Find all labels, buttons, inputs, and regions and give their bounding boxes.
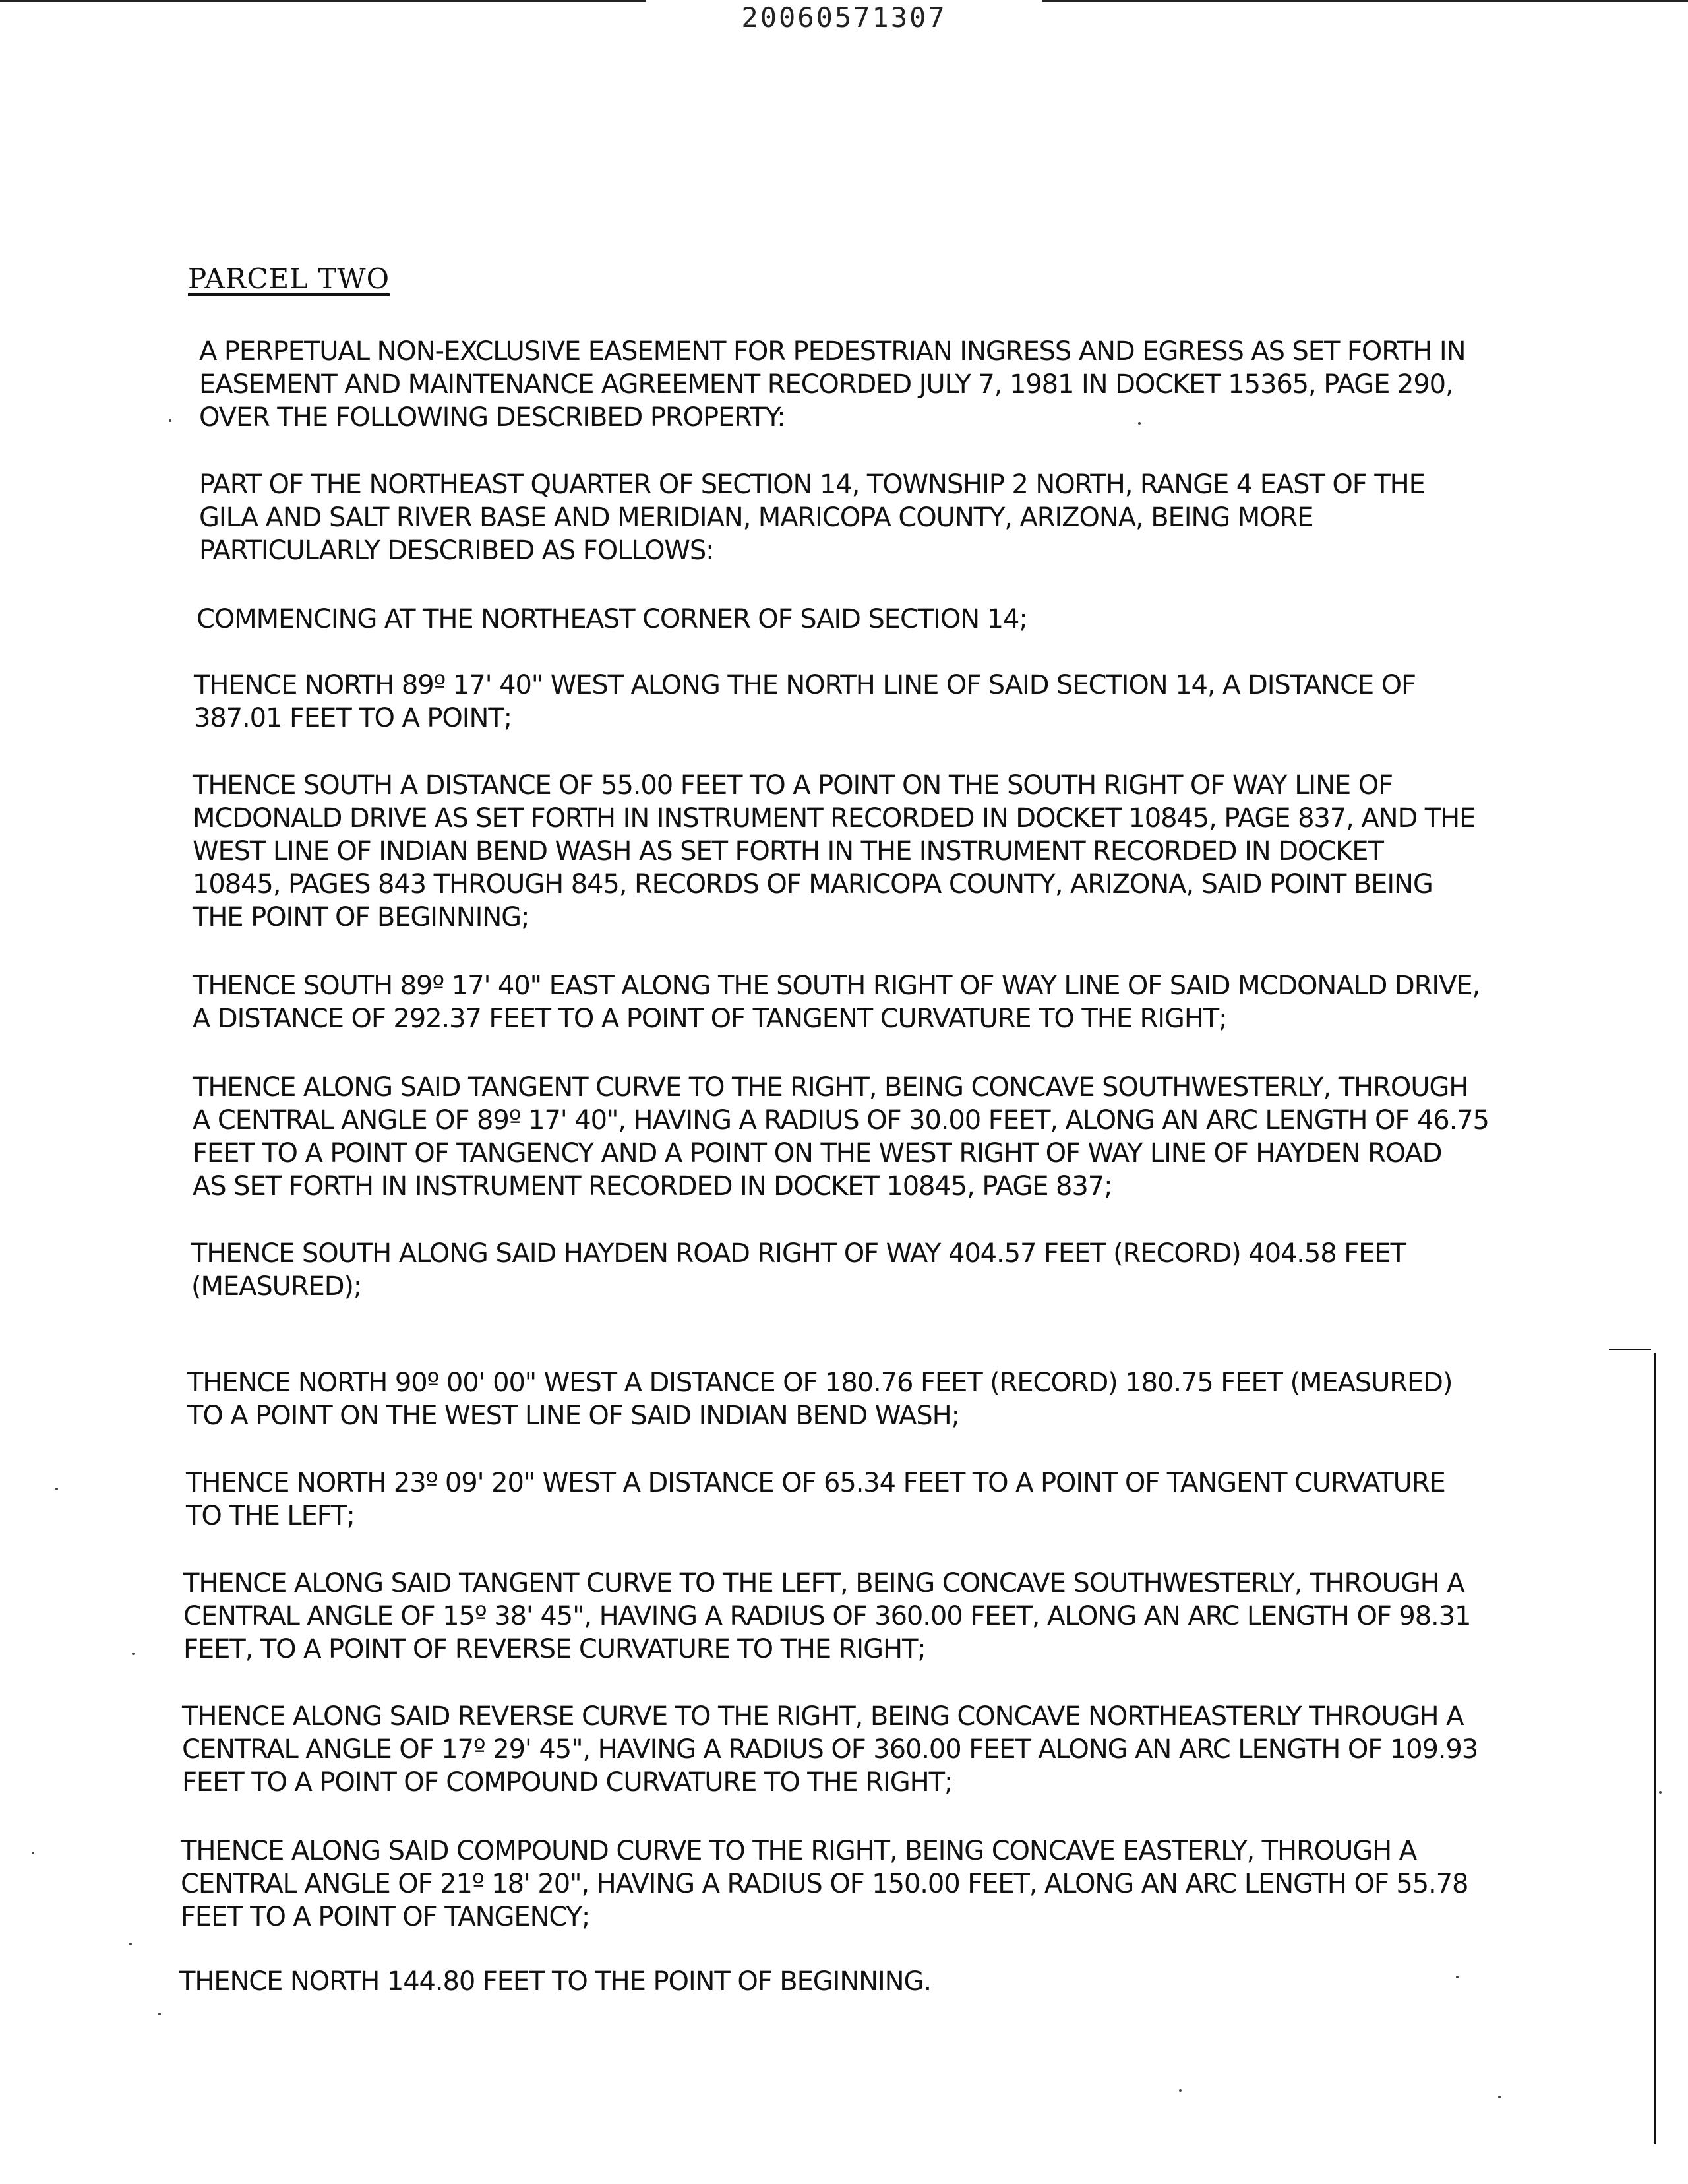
course-paragraph-8: THENCE ALONG SAID TANGENT CURVE TO THE LEFT, BEING CONCAVE SOUTHWESTERLY, THROUGH A CENTRAL ANGLE OF 15º 38' 45", HAVING A RADIUS OF 360.00 FEET, ALONG AN ARC LENGTH OF 98.31 FEET, TO A POINT OF REVERSE CURVATURE TO THE RIGHT; xyxy=(183,1568,1471,1664)
course-paragraph-5: THENCE SOUTH ALONG SAID HAYDEN ROAD RIGHT OF WAY 404.57 FEET (RECORD) 404.58 FEET (MEASURED); xyxy=(191,1238,1406,1302)
commencing-paragraph: COMMENCING AT THE NORTHEAST CORNER OF SAID SECTION 14; xyxy=(196,604,1027,634)
course-paragraph-1: THENCE NORTH 89º 17' 40" WEST ALONG THE NORTH LINE OF SAID SECTION 14, A DISTANCE OF 387.01 FEET TO A POINT; xyxy=(194,670,1416,733)
course-paragraph-7: THENCE NORTH 23º 09' 20" WEST A DISTANCE OF 65.34 FEET TO A POINT OF TANGENT CURVATURE TO THE LEFT; xyxy=(186,1468,1445,1531)
parcel-heading: PARCEL TWO xyxy=(188,262,390,295)
closing-paragraph: THENCE NORTH 144.80 FEET TO THE POINT OF BEGINNING. xyxy=(179,1966,932,1997)
course-paragraph-9: THENCE ALONG SAID REVERSE CURVE TO THE RIGHT, BEING CONCAVE NORTHEASTERLY THROUGH A CENTRAL ANGLE OF 17º 29' 45", HAVING A RADIUS OF 360.00 FEET ALONG AN ARC LENGTH OF 109.93 FEET TO A POINT OF COMPOUND CURVATURE TO THE RIGHT; xyxy=(182,1701,1478,1798)
scan-speck xyxy=(169,419,171,422)
scan-speck xyxy=(129,1943,132,1945)
easement-paragraph: A PERPETUAL NON-EXCLUSIVE EASEMENT FOR PEDESTRIAN INGRESS AND EGRESS AS SET FORTH IN EASEMENT AND MAINTENANCE AGREEMENT RECORDED JULY 7, 1981 IN DOCKET 15365, PAGE 290, OVER THE FOLLOWING DESCRIBED PROPERTY: xyxy=(199,336,1466,433)
scan-speck xyxy=(1138,422,1141,425)
course-paragraph-10: THENCE ALONG SAID COMPOUND CURVE TO THE RIGHT, BEING CONCAVE EASTERLY, THROUGH A CENTRAL ANGLE OF 21º 18' 20", HAVING A RADIUS OF 150.00 FEET, ALONG AN ARC LENGTH OF 55.78 FEET TO A POINT OF TANGENCY; xyxy=(181,1836,1468,1932)
scan-speck xyxy=(132,1653,135,1655)
document-number: 20060571307 xyxy=(741,1,947,34)
scan-speck xyxy=(1179,2089,1182,2092)
property-description-paragraph: PART OF THE NORTHEAST QUARTER OF SECTION 14, TOWNSHIP 2 NORTH, RANGE 4 EAST OF THE GILA AND SALT RIVER BASE AND MERIDIAN, MARICOPA COUNTY, ARIZONA, BEING MORE PARTICULARLY DESCRIBED AS FOLLOWS: xyxy=(199,470,1425,566)
scan-speck xyxy=(1456,1976,1459,1978)
scan-speck xyxy=(1659,1791,1662,1794)
scan-margin-line xyxy=(1654,1353,1656,2144)
scan-speck xyxy=(32,1852,34,1854)
course-paragraph-3: THENCE SOUTH 89º 17' 40" EAST ALONG THE SOUTH RIGHT OF WAY LINE OF SAID MCDONALD DRIVE, A DISTANCE OF 292.37 FEET TO A POINT OF TANGENT CURVATURE TO THE RIGHT; xyxy=(193,971,1480,1034)
scan-speck xyxy=(1498,2096,1501,2098)
course-paragraph-6: THENCE NORTH 90º 00' 00" WEST A DISTANCE OF 180.76 FEET (RECORD) 180.75 FEET (MEASURED) TO A POINT ON THE WEST LINE OF SAID INDIAN BEND WASH; xyxy=(187,1368,1453,1431)
scan-margin-tick xyxy=(1609,1349,1651,1350)
scan-speck xyxy=(55,1488,58,1490)
course-paragraph-4: THENCE ALONG SAID TANGENT CURVE TO THE RIGHT, BEING CONCAVE SOUTHWESTERLY, THROUGH A CENTRAL ANGLE OF 89º 17' 40", HAVING A RADIUS OF 30.00 FEET, ALONG AN ARC LENGTH OF 46.75 FEET TO A POINT OF TANGENCY AND A POINT ON THE WEST RIGHT OF WAY LINE OF HAYDEN ROAD AS SET FORTH IN INSTRUMENT RECORDED IN DOCKET 10845, PAGE 837; xyxy=(193,1072,1489,1201)
scan-speck xyxy=(158,2013,161,2015)
course-paragraph-2: THENCE SOUTH A DISTANCE OF 55.00 FEET TO A POINT ON THE SOUTH RIGHT OF WAY LINE OF MCDONALD DRIVE AS SET FORTH IN INSTRUMENT RECORDED IN DOCKET 10845, PAGE 837, AND THE WEST LINE OF INDIAN BEND WASH AS SET FORTH IN THE INSTRUMENT RECORDED IN DOCKET 10845, PAGES 843 THROUGH 845, RECORDS OF MARICOPA COUNTY, ARIZONA, SAID POINT BEING THE POINT OF BEGINNING; xyxy=(193,770,1476,932)
